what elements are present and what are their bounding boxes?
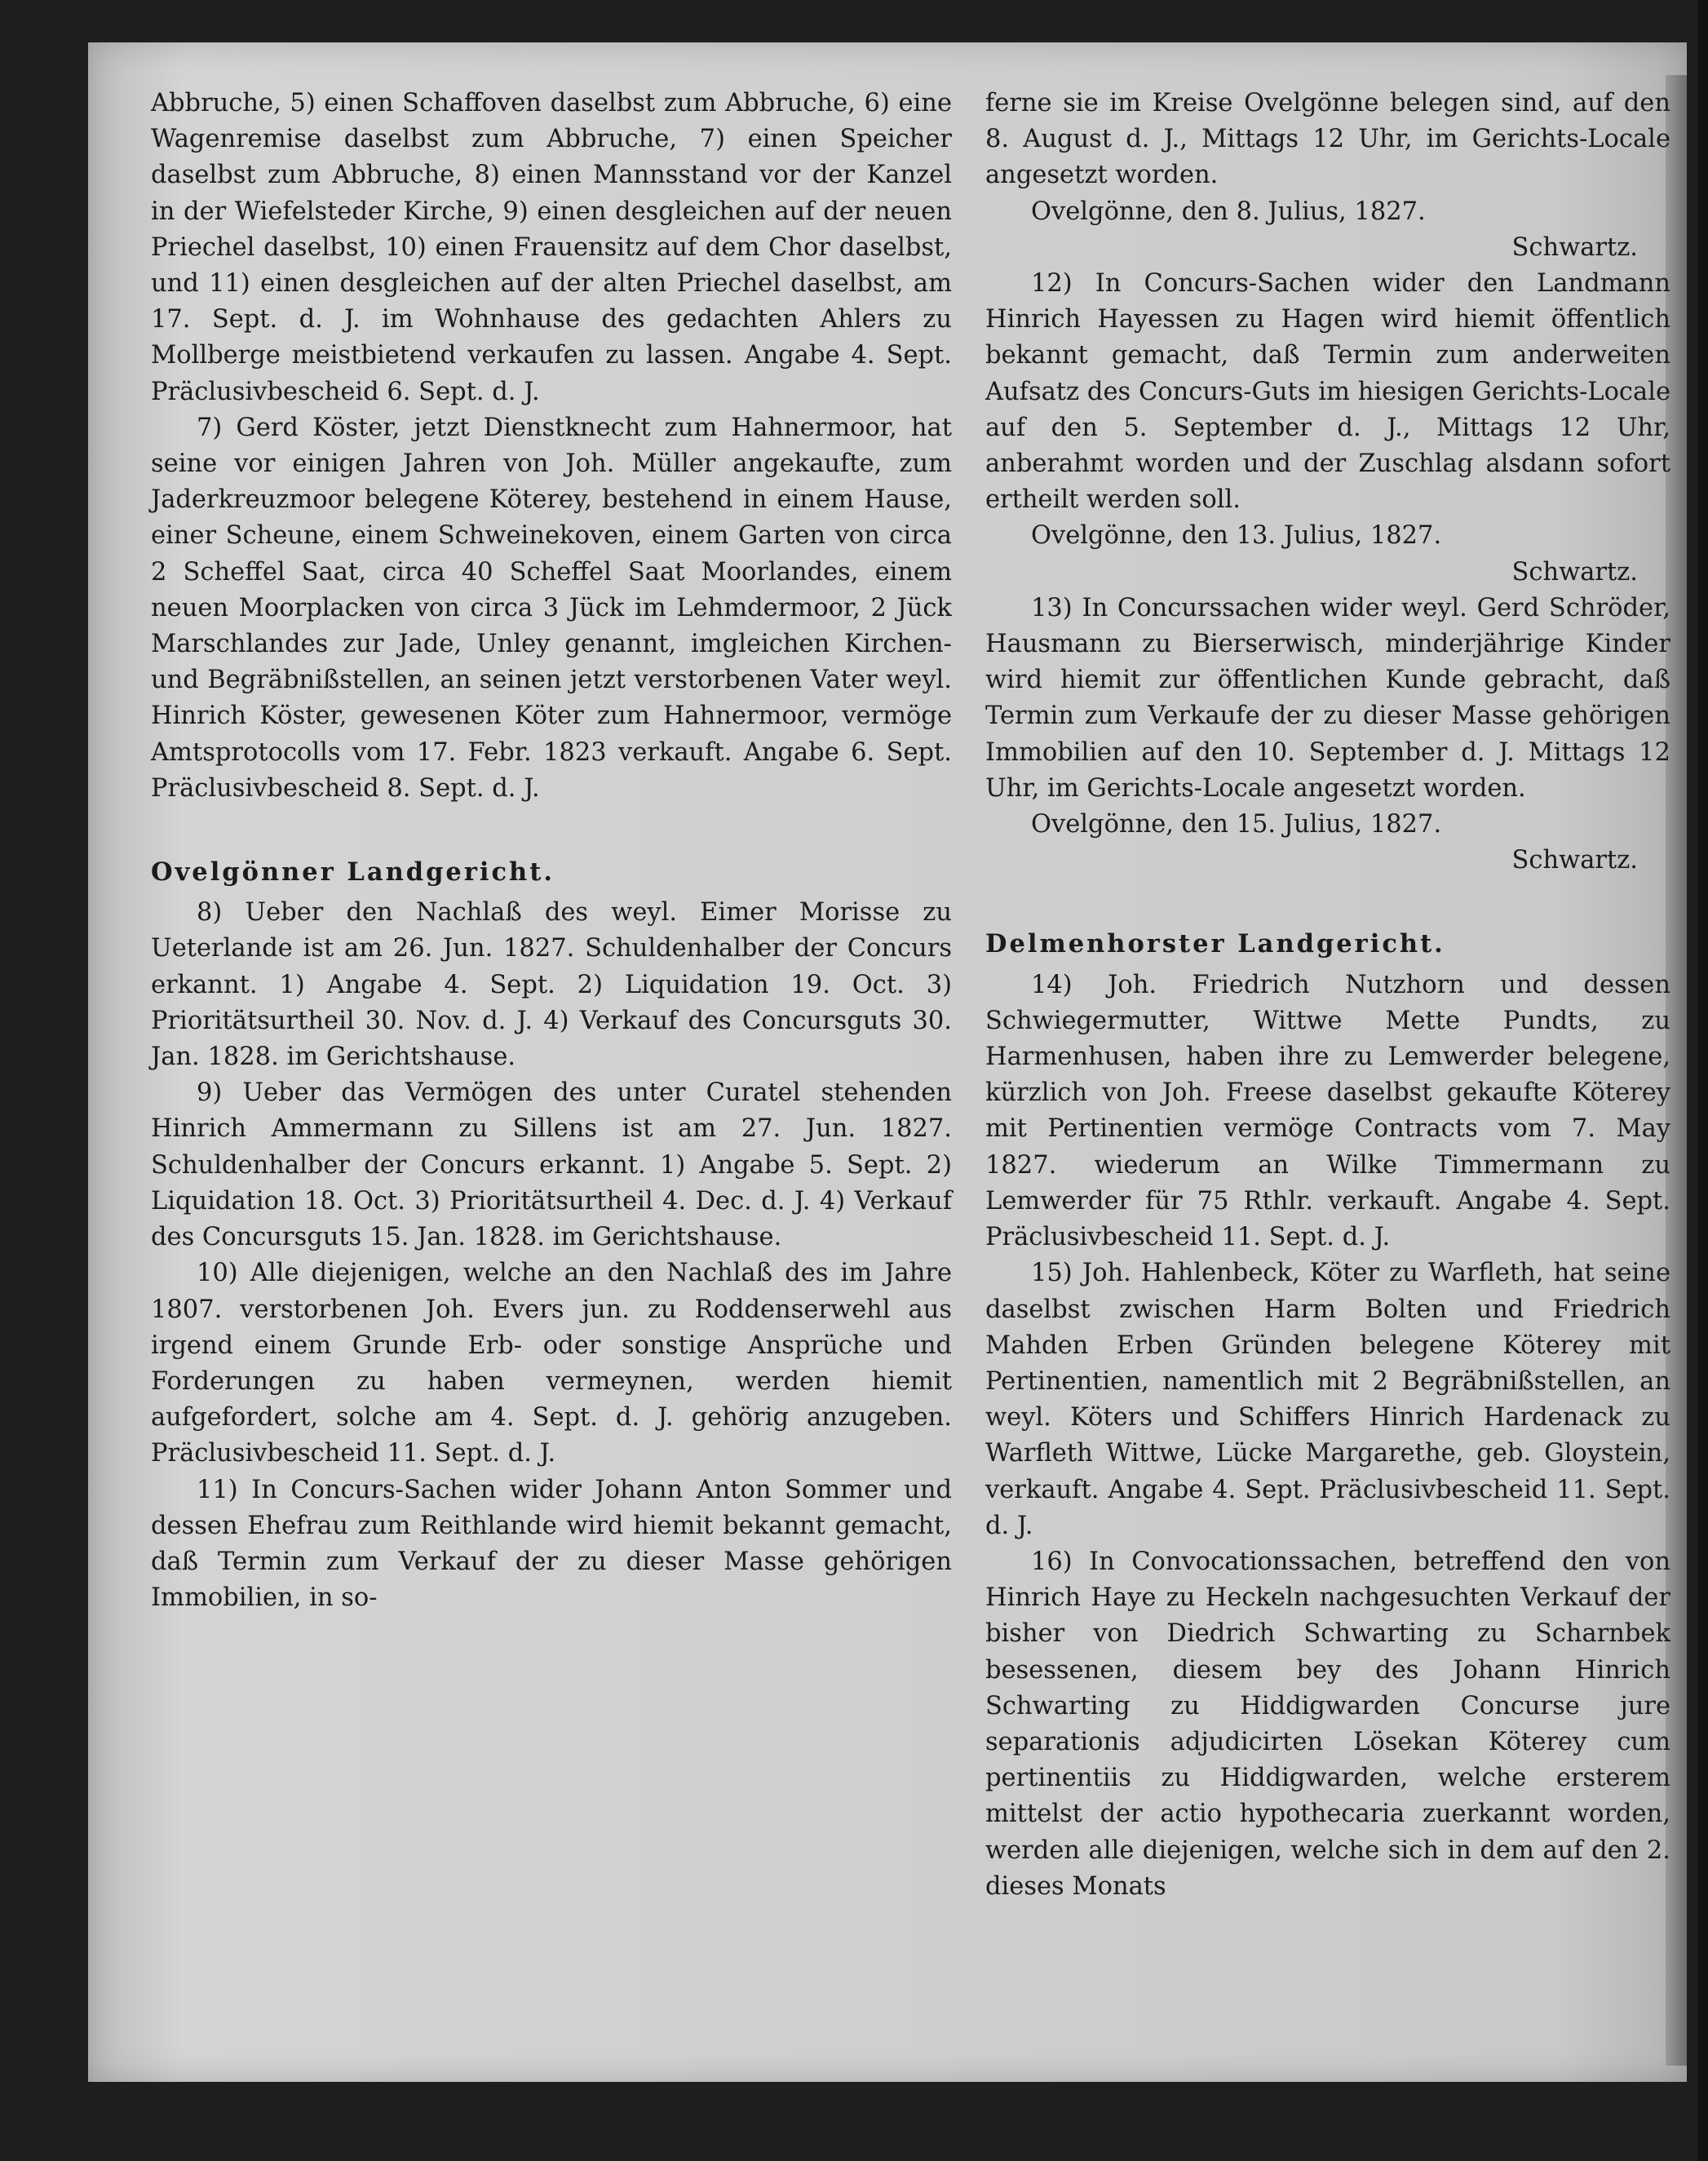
paragraph-13: 13) In Concurssachen wider weyl. Gerd Schröder, Hausmann zu Bierserwisch, minderjährige Kinder wird hiemit zur öffentlichen Kunde gebracht, daß Termin zum Verkaufe der zu dieser Masse gehörigen Immobilien auf den 10. September d. J. Mittags 12 Uhr, im Gerichts-Locale angesetzt worden. xyxy=(985,593,1670,803)
section-heading-delmenhorst: Delmenhorster Landgericht. xyxy=(985,929,1445,959)
section-heading-ovelgoenne: Ovelgönner Landgericht. xyxy=(151,857,555,888)
place-date-1: Ovelgönne, den 8. Julius, 1827. xyxy=(1031,197,1426,226)
signature-2: Schwartz. xyxy=(1511,557,1638,587)
left-column xyxy=(151,86,952,1616)
right-column xyxy=(985,86,1670,1905)
paragraph-11-continuation: ferne sie im Kreise Ovelgönne belegen sind, auf den 8. August d. J., Mittags 12 Uhr, im Gerichts-Locale angesetzt worden. xyxy=(985,89,1670,190)
paragraph-14: 14) Joh. Friedrich Nutzhorn und dessen Schwiegermutter, Wittwe Mette Pundts, zu Harmenhusen, haben ihre zu Lemwerder belegene, kürzlich von Joh. Freese daselbst gekaufte Köterey mit Pertinentien vermöge Contracts vom 7. May 1827. wiederum an Wilke Timmermann zu Lemwerder für 75 Rthlr. verkauft. Angabe 4. Sept. Präclusivbescheid 11. Sept. d. J. xyxy=(985,970,1670,1252)
book-spine xyxy=(1698,0,1708,2161)
place-date-3: Ovelgönne, den 15. Julius, 1827. xyxy=(1031,810,1442,839)
paragraph-7: 7) Gerd Köster, jetzt Dienstknecht zum Hahnermoor, hat seine vor einigen Jahren von Joh. Müller angekaufte, zum Jaderkreuzmoor belegene Köterey, bestehend in einem Hause, einer Scheune, einem Schweinekoven, einem Garten von circa 2 Scheffel Saat, circa 40 Scheffel Saat Moorlandes, einem neuen Moorplacken von circa 3 Jück im Lehmdermoor, 2 Jück Marschlandes zur Jade, Unley genannt, imgleichen Kirchen- und Begräbnißstellen, an seinen jetzt verstorbenen Vater weyl. Hinrich Köster, gewesenen Köter zum Hahnermoor, vermöge Amtsprotocolls vom 17. Febr. 1823 verkauft. Angabe 6. Sept. Präclusivbescheid 8. Sept. d. J. xyxy=(151,413,952,803)
paragraph-12: 12) In Concurs-Sachen wider den Landmann Hinrich Hayessen zu Hagen wird hiemit öffentlich bekannt gemacht, daß Termin zum anderweiten Aufsatz des Concurs-Guts im hiesigen Gerichts-Locale auf den 5. September d. J., Mittags 12 Uhr, anberahmt worden und der Zuschlag alsdann sofort ertheilt werden soll. xyxy=(985,269,1670,515)
paragraph-10: 10) Alle diejenigen, welche an den Nachlaß des im Jahre 1807. verstorbenen Joh. Evers jun. zu Roddenserwehl aus irgend einem Grunde Erb- oder sonstige Ansprüche und Forderungen zu haben vermeynen, werden hiemit aufgefordert, solche am 4. Sept. d. J. gehörig anzugeben. Präclusivbescheid 11. Sept. d. J. xyxy=(151,1259,952,1468)
spacer xyxy=(151,807,952,843)
paragraph-9: 9) Ueber das Vermögen des unter Curatel stehenden Hinrich Ammermann zu Sillens ist am 27. Jun. 1827. Schuldenhalber der Concurs erkannt. 1) Angabe 5. Sept. 2) Liquidation 18. Oct. 3) Prioritätsurtheil 4. Dec. d. J. 4) Verkauf des Concursguts 15. Jan. 1828. im Gerichtshause. xyxy=(151,1078,952,1252)
paragraph-continuation: Abbruche, 5) einen Schaffoven daselbst zum Abbruche, 6) eine Wagenremise daselbst zum Abbruche, 7) einen Speicher daselbst zum Abbruche, 8) einen Mannsstand vor der Kanzel in der Wiefelsteder Kirche, 9) einen desgleichen auf der neuen Priechel daselbst, 10) einen Frauensitz auf dem Chor daselbst, und 11) einen desgleichen auf der alten Priechel daselbst, am 17. Sept. d. J. im Wohnhause des gedachten Ahlers zu Mollberge meistbietend verkaufen zu lassen. Angabe 4. Sept. Präclusivbescheid 6. Sept. d. J. xyxy=(151,89,952,406)
spacer xyxy=(985,879,1670,914)
place-date-2: Ovelgönne, den 13. Julius, 1827. xyxy=(1031,521,1442,551)
signature-3: Schwartz. xyxy=(1511,846,1638,875)
signature-1: Schwartz. xyxy=(1511,232,1638,262)
paragraph-15: 15) Joh. Hahlenbeck, Köter zu Warfleth, hat seine daselbst zwischen Harm Bolten und Friedrich Mahden Erben Gründen belegene Köterey mit Pertinentien, namentlich mit 2 Begräbnißstellen, an weyl. Köters und Schiffers Hinrich Hardenack zu Warfleth Wittwe, Lücke Margarethe, geb. Gloystein, verkauft. Angabe 4. Sept. Präclusivbescheid 11. Sept. d. J. xyxy=(985,1259,1670,1540)
paragraph-16: 16) In Convocationssachen, betreffend den von Hinrich Haye zu Heckeln nachgesuchten Verkauf der bisher von Diedrich Schwarting zu Scharnbek besessenen, diesem bey des Johann Hinrich Schwarting zu Hiddigwarden Concurse jure separationis adjudicirten Lösekan Köterey cum pertinentiis zu Hiddigwarden, welche ersterem mittelst der actio hypothecaria zuerkannt worden, werden alle diejenigen, welche sich in dem auf den 2. dieses Monats xyxy=(985,1547,1670,1901)
paragraph-8: 8) Ueber den Nachlaß des weyl. Eimer Morisse zu Ueterlande ist am 26. Jun. 1827. Schuldenhalber der Concurs erkannt. 1) Angabe 4. Sept. 2) Liquidation 19. Oct. 3) Prioritätsurtheil 30. Nov. d. J. 4) Verkauf des Concursguts 30. Jan. 1828. im Gerichtshause. xyxy=(151,898,952,1072)
paragraph-11: 11) In Concurs-Sachen wider Johann Anton Sommer und dessen Ehefrau zum Reithlande wird hiemit bekannt gemacht, daß Termin zum Verkauf der zu dieser Masse gehörigen Immobilien, in so- xyxy=(151,1475,952,1613)
